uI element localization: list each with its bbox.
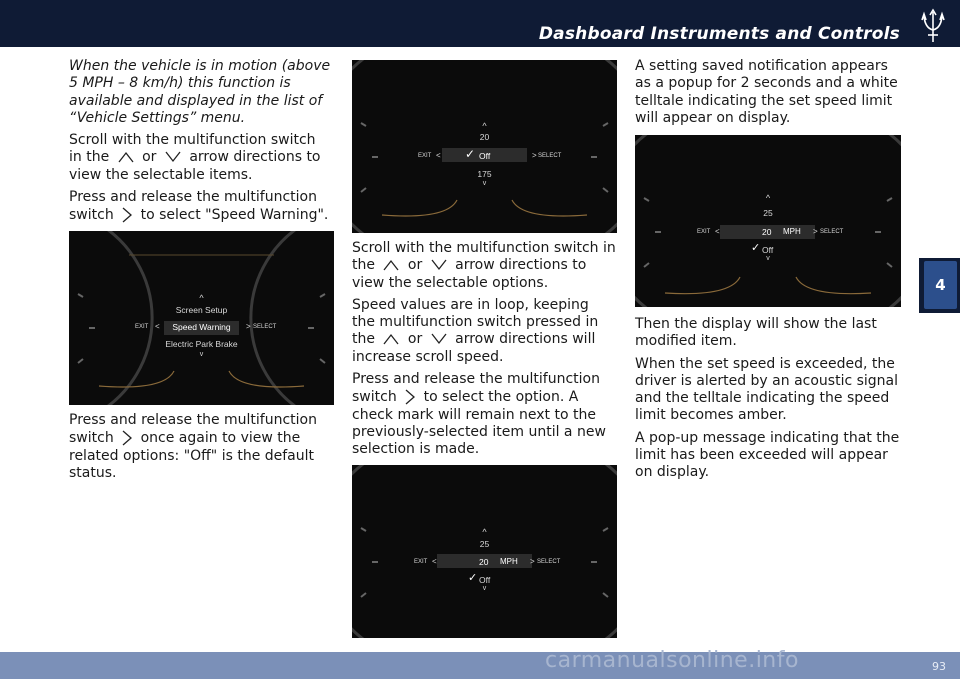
paragraph-view-options: Press and release the multifunction switch once again to view the related options: "Off" is the default status. (69, 412, 317, 481)
option-current: Off (479, 151, 491, 161)
speed-next: Off (479, 575, 491, 585)
exit-label: EXIT (697, 229, 711, 235)
cluster-screen-speed-set: ^ 25 20 MPH EXIT < > SELECT ✓ Off v (352, 465, 617, 638)
paragraph-scroll: Scroll with the multifunction switch in the or arrow directions to view the selectable items. (69, 132, 321, 183)
cluster-gauge-arcs (352, 465, 617, 638)
paragraph-select-option: Press and release the multifunction switch to select the option. A check mark will remain next to the previously-selected item until a new selection is made. (352, 371, 606, 458)
option-prev: 20 (479, 132, 490, 142)
paragraph-loop: Speed values are in loop, keeping the multifunction switch pressed in the or arrow directions will increase scroll speed. (352, 296, 599, 365)
paragraph-notification: A setting saved notification appears as a popup for 2 seconds and a white telltale indicating the set speed limit will appear on display. (635, 58, 898, 126)
arrow-up-icon (117, 151, 135, 163)
column-2 (352, 240, 616, 464)
trident-logo-icon (918, 8, 948, 46)
select-label: SELECT (537, 559, 561, 565)
column-1-continued (69, 412, 331, 487)
cluster-gauge-arcs (635, 135, 901, 307)
cluster-screen-speed-options: ^ 20 ✓ Off EXIT < > SELECT 175 v (352, 60, 617, 233)
column-3 (635, 58, 901, 132)
paragraph-exceeded: When the set speed is exceeded, the driver is alerted by an acoustic signal and the telltale indicating the speed limit becomes amber. (635, 355, 899, 424)
menu-item-prev: Screen Setup (175, 305, 228, 315)
select-label: SELECT (253, 324, 277, 330)
column-1 (69, 58, 331, 230)
checkmark-icon: ✓ (465, 147, 476, 161)
arrow-down-icon (164, 151, 182, 163)
exit-label: EXIT (414, 559, 428, 565)
speed-prev: 25 (763, 208, 773, 218)
header-bar (0, 0, 960, 47)
menu-item-current: Speed Warning (172, 322, 231, 332)
menu-item-next: Electric Park Brake (165, 339, 238, 349)
footer-bar (0, 652, 960, 679)
arrow-down-icon (430, 333, 448, 345)
select-label: SELECT (820, 229, 844, 235)
speed-next: Off (762, 245, 774, 255)
checkmark-icon: ✓ (751, 242, 761, 254)
arrow-right-icon (404, 388, 416, 406)
chapter-tab[interactable]: 4 (924, 261, 957, 309)
page-header-title: Dashboard Instruments and Controls (538, 24, 900, 44)
exit-label: EXIT (418, 153, 432, 159)
cluster-screen-speed-limit: ^ 25 20 MPH EXIT < > SELECT ✓ Off v (635, 135, 901, 307)
speed-current: 20 (479, 557, 489, 567)
paragraph-last-item: Then the display will show the last modified item. (635, 316, 877, 350)
arrow-right-icon (121, 206, 133, 224)
watermark-text: carmanualsonline.info (545, 648, 799, 673)
checkmark-icon: ✓ (468, 572, 478, 584)
paragraph-scroll-options: Scroll with the multifunction switch in the or arrow directions to view the selectable options. (352, 240, 616, 291)
cluster-gauge-arcs (69, 231, 334, 405)
exit-label: EXIT (135, 324, 149, 330)
cluster-gauge-arcs (352, 60, 617, 233)
arrow-right-icon (121, 429, 133, 447)
select-label: SELECT (538, 153, 562, 159)
option-next: 175 (477, 169, 492, 179)
column-3-continued (635, 316, 901, 487)
speed-current: 20 (762, 227, 772, 237)
cluster-screen-speed-warning-menu: ^ Screen Setup Speed Warning EXIT < > SELECT Electric Park Brake v (69, 231, 334, 405)
arrow-up-icon (382, 259, 400, 271)
arrow-up-icon (382, 333, 400, 345)
speed-prev: 25 (479, 539, 490, 549)
paragraph-popup: A pop-up message indicating that the limit has been exceeded will appear on display. (635, 429, 900, 481)
speed-unit: MPH (500, 557, 518, 566)
speed-unit: MPH (783, 227, 801, 236)
page-number: 93 (932, 660, 946, 673)
intro-paragraph: When the vehicle is in motion (above 5 MPH – 8 km/h) this function is available and displayed in the list of “Vehicle Settings” menu. (69, 58, 331, 126)
arrow-down-icon (430, 259, 448, 271)
paragraph-select: Press and release the multifunction switch to select "Speed Warning". (69, 189, 329, 224)
